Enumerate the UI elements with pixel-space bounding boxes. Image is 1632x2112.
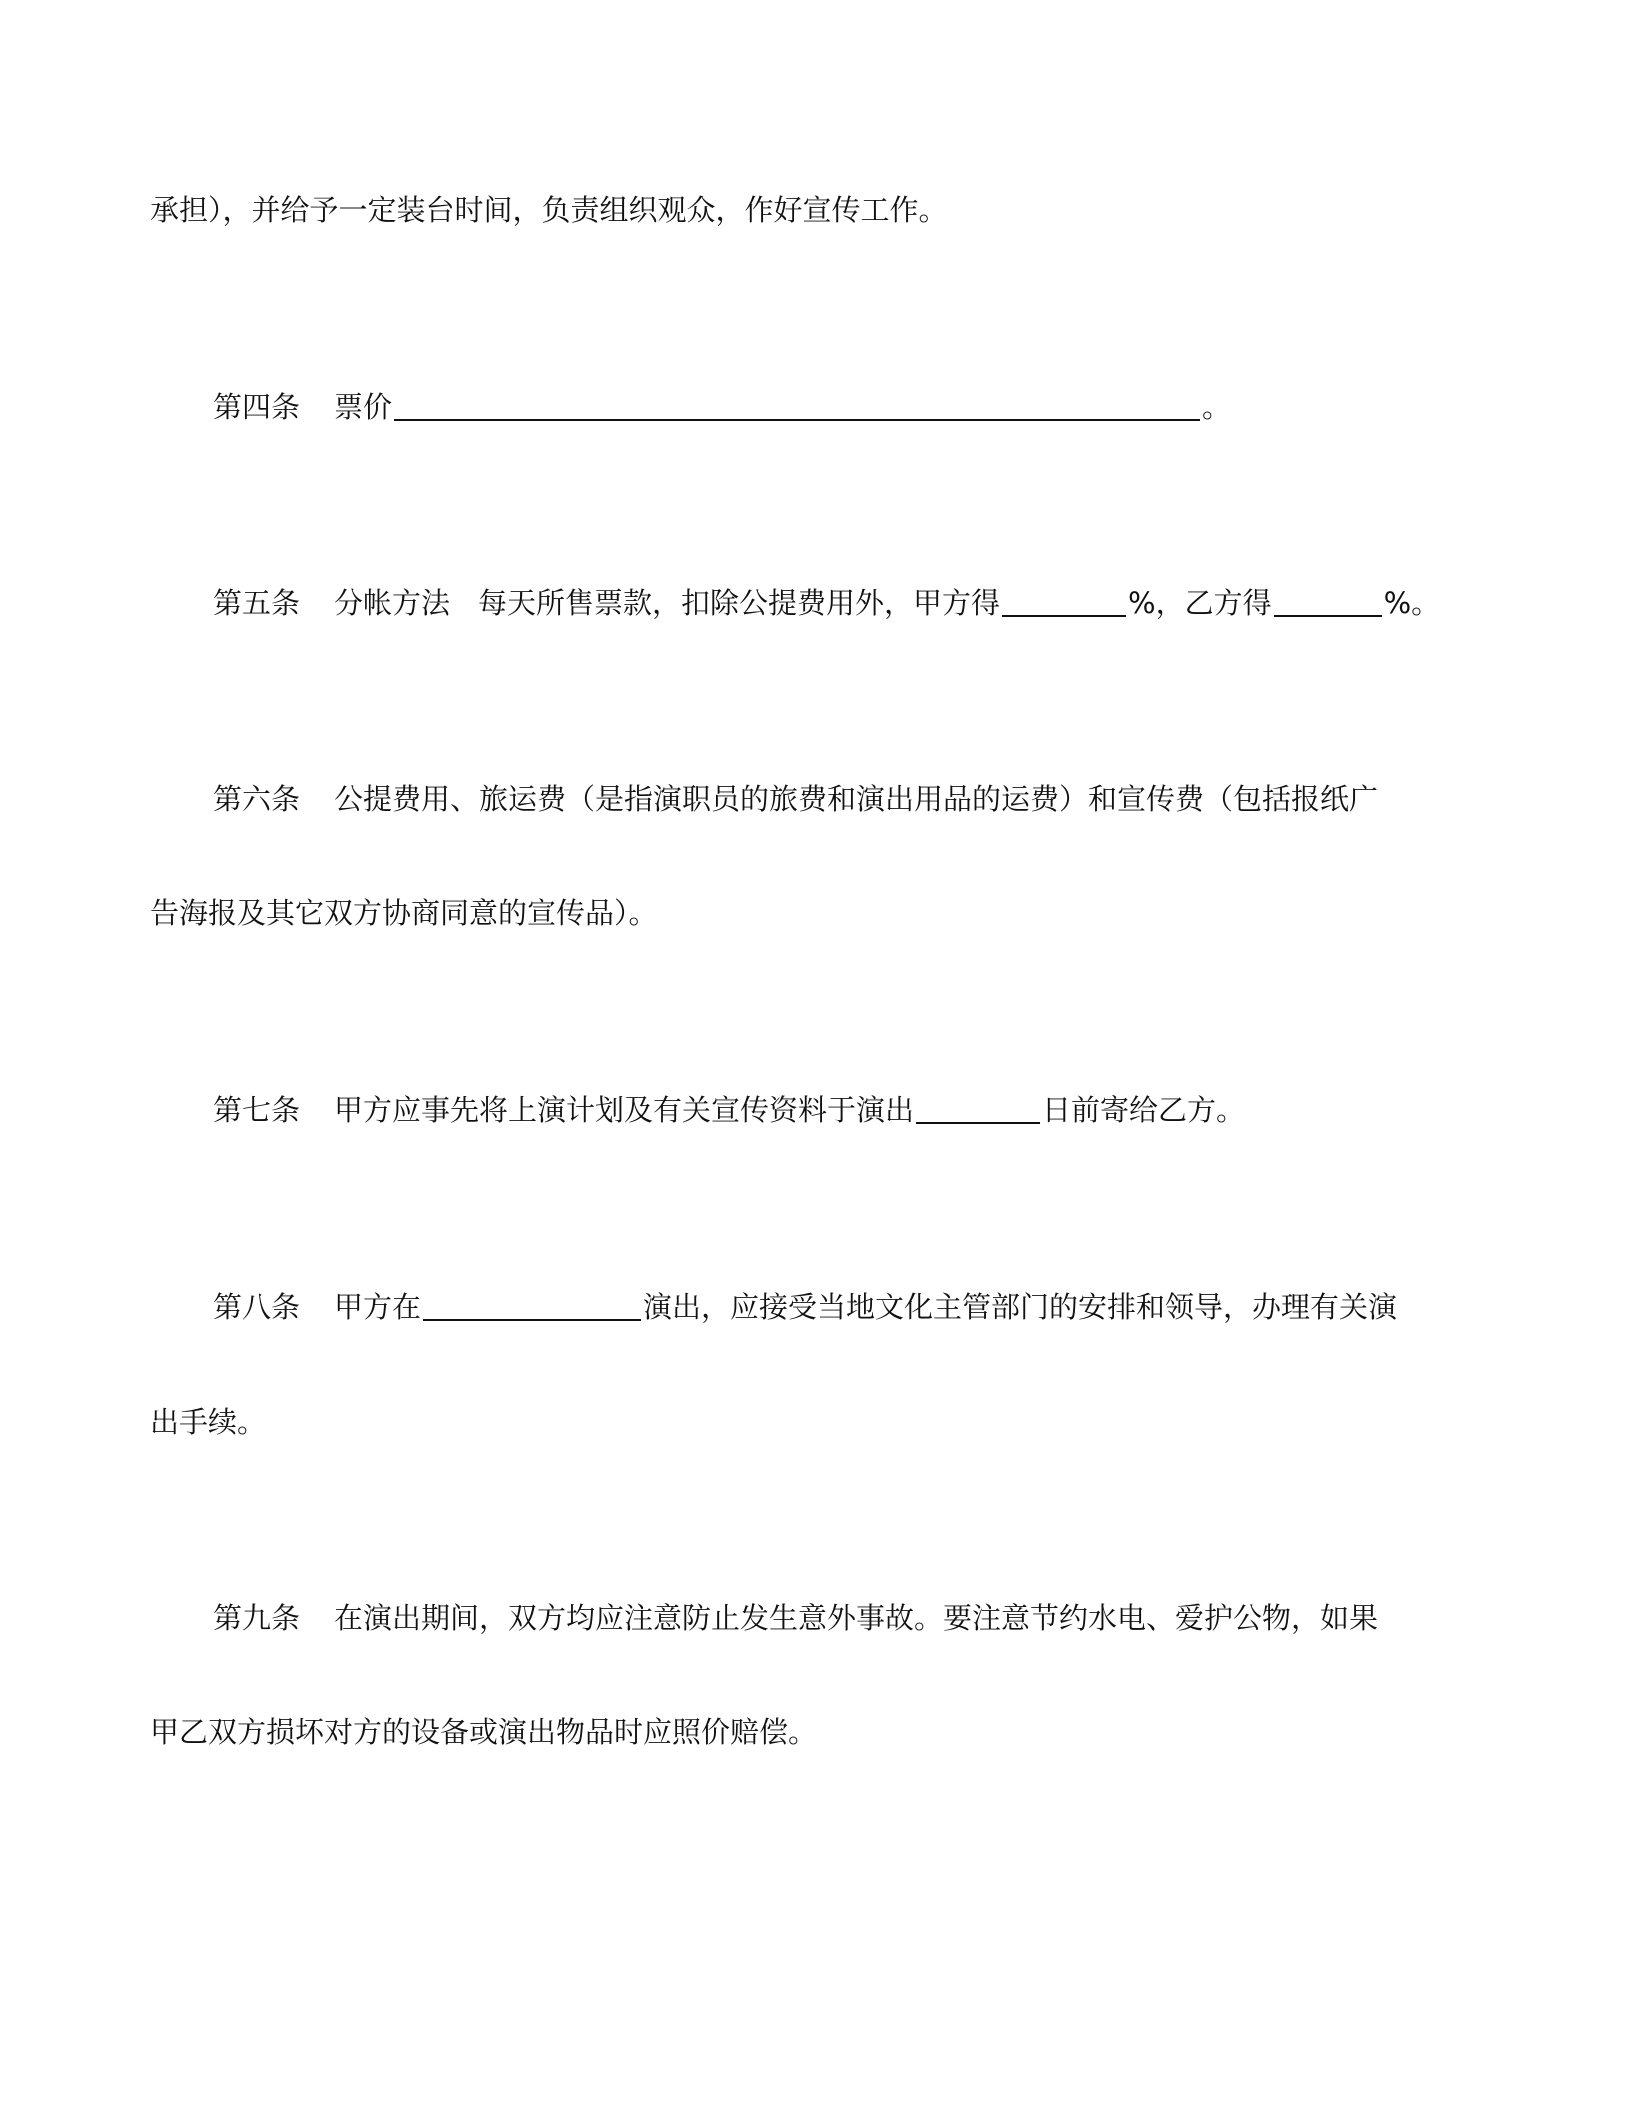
article-6-label: 第六条 xyxy=(213,782,301,816)
article-9-text-2: 甲乙双方损坏对方的设备或演出物品时应照价赔偿。 xyxy=(150,1715,818,1749)
article-5-text-b: %，乙方得 xyxy=(1128,586,1272,620)
article-5 xyxy=(213,583,1440,623)
article-8-line-2 xyxy=(150,1402,266,1442)
article-6-text-1: 公提费用、旅运费（是指演职员的旅费和演出用品的运费）和宣传费（包括报纸广 xyxy=(334,782,1379,816)
article-4 xyxy=(213,387,1231,427)
article-3-continuation-text: 承担），并给予一定装台时间，负责组织观众，作好宣传工作。 xyxy=(150,193,948,227)
days-before-blank[interactable] xyxy=(916,1092,1040,1124)
article-4-label: 第四条 xyxy=(213,390,301,424)
article-9-line-1 xyxy=(213,1598,1378,1638)
venue-blank[interactable] xyxy=(423,1289,641,1321)
article-6-line-2 xyxy=(150,893,658,933)
ticket-price-blank[interactable] xyxy=(394,389,1200,421)
article-7-label: 第七条 xyxy=(213,1093,301,1127)
article-7-text-a: 甲方应事先将上演计划及有关宣传资料于演出 xyxy=(334,1093,915,1127)
party-b-share-blank[interactable] xyxy=(1274,585,1382,617)
article-5-label: 第五条 xyxy=(213,586,301,620)
article-7-text-b: 日前寄给乙方。 xyxy=(1042,1093,1246,1127)
article-6-text-2: 告海报及其它双方协商同意的宣传品）。 xyxy=(150,896,658,930)
article-8-line-1 xyxy=(213,1287,1397,1327)
article-5-text-a: 每天所售票款，扣除公提费用外，甲方得 xyxy=(478,586,1001,620)
article-4-heading: 票价 xyxy=(334,390,393,424)
article-8-text-a: 甲方在 xyxy=(334,1290,422,1324)
article-8-text-2: 出手续。 xyxy=(150,1405,267,1439)
article-3-continuation xyxy=(150,190,948,230)
article-6-line-1 xyxy=(213,779,1378,819)
article-4-end: 。 xyxy=(1202,390,1232,424)
party-a-share-blank[interactable] xyxy=(1002,585,1126,617)
article-9-label: 第九条 xyxy=(213,1601,301,1635)
article-9-line-2 xyxy=(150,1712,817,1752)
article-8-text-b: 演出，应接受当地文化主管部门的安排和领导，办理有关演 xyxy=(643,1290,1398,1324)
article-7 xyxy=(213,1090,1245,1130)
article-5-text-c: %。 xyxy=(1383,586,1441,620)
article-8-label: 第八条 xyxy=(213,1290,301,1324)
article-9-text-1: 在演出期间，双方均应注意防止发生意外事故。要注意节约水电、爱护公物，如果 xyxy=(334,1601,1379,1635)
article-5-heading: 分帐方法 xyxy=(334,586,451,620)
